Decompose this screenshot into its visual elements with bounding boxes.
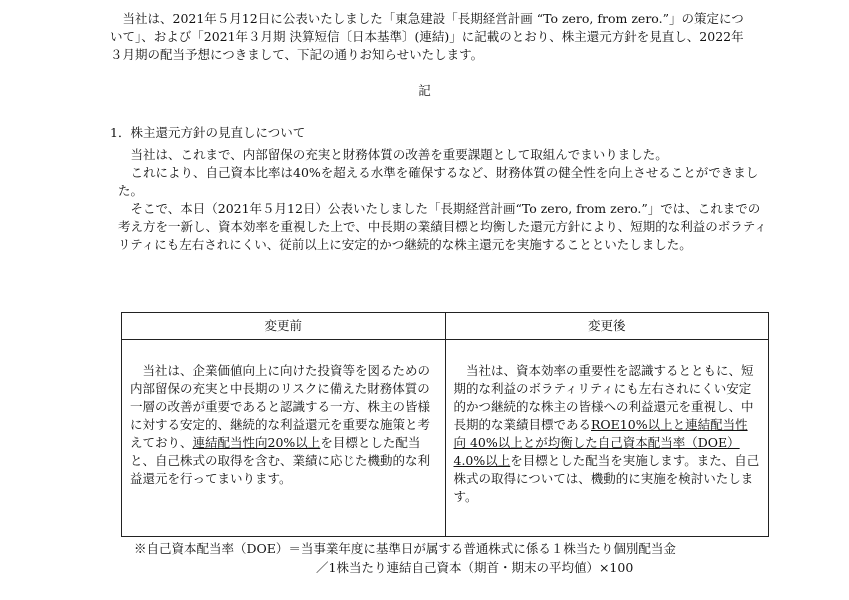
section-title: 1．株主還元方針の見直しについて [110,125,306,140]
section-body [118,146,770,254]
table-row [122,340,769,537]
after-underlined: ROE10%以上と連結配当性向 40%以上とが均衡した自己資本配当率（DOE）4.0%以上 [453,417,748,468]
before-text-2: を目標とした配当と、自己株式の取得を含む、業績に応じた機動的な利益還元を行ってまいります。 [130,435,431,486]
footnote-line-1: ※自己資本配当率（DOE）＝当事業年度に基準日が属する普通株式に係る１株当たり個別配当金 [134,541,676,556]
after-text-2: を目標とした配当を実施します。また、自己株式の取得については、機動的に実施を検討いたします。 [453,453,760,504]
before-text [130,362,437,488]
cell-after [445,340,769,537]
cell-before [122,340,446,537]
section-paragraph: これにより、自己資本比率は40%を超える水準を確保するなど、財務体質の健全性を向上させることができました。 [118,165,759,198]
footnote-line-2: ／1株当たり連結自己資本（期首・期末の平均値）×100 [316,560,634,575]
before-text-1: 当社は、企業価値向上に向けた投資等を図るための内部留保の充実と中長期のリスクに備えた財務体質の一層の改善が重要であると認識する一方、株主の皆様に対する安定的、継続的な利益還元を重要な施策と考えており、 [130,363,431,450]
before-underlined: 連結配当性向20%以上 [192,435,321,450]
section-paragraph: 当社は、これまで、内部留保の充実と財務体質の改善を重要課題として取組んでまいりました。 [130,147,668,162]
comparison-table [121,312,769,537]
table-header-row [122,313,769,340]
after-text [454,362,761,506]
intro-paragraph: 当社は、2021年５月12日に公表いたしました「東急建設「長期経営計画 “To zero, from zero.”」の策定について」、および「2021年３月期 決算短信〔日本基準〕(連結)」に記載のとおり、株主還元方針を見直し、2022年３月期の配当予想につきまして、下記の通りお知らせいたします。 [110,11,744,62]
ki-heading: 記 [418,83,431,98]
section-paragraph: そこで、本日（2021年５月12日）公表いたしました「長期経営計画“To zero, from zero.”」では、これまでの考え方を一新し、資本効率を重視した上で、中長期の業績目標と均衡した還元方針により、短期的な利益のボラティリティにも左右されにくい、従前以上に安定的かつ継続的な株主還元を実施することといたしました。 [118,201,767,252]
header-after: 変更後 [445,313,769,340]
header-before: 変更前 [122,313,446,340]
after-text-1: 当社は、資本効率の重要性を認識するとともに、短期的な利益のボラティリティにも左右されにくい安定的かつ継続的な株主の皆様への利益還元を重視し、中長期的な業績目標である [453,363,754,432]
